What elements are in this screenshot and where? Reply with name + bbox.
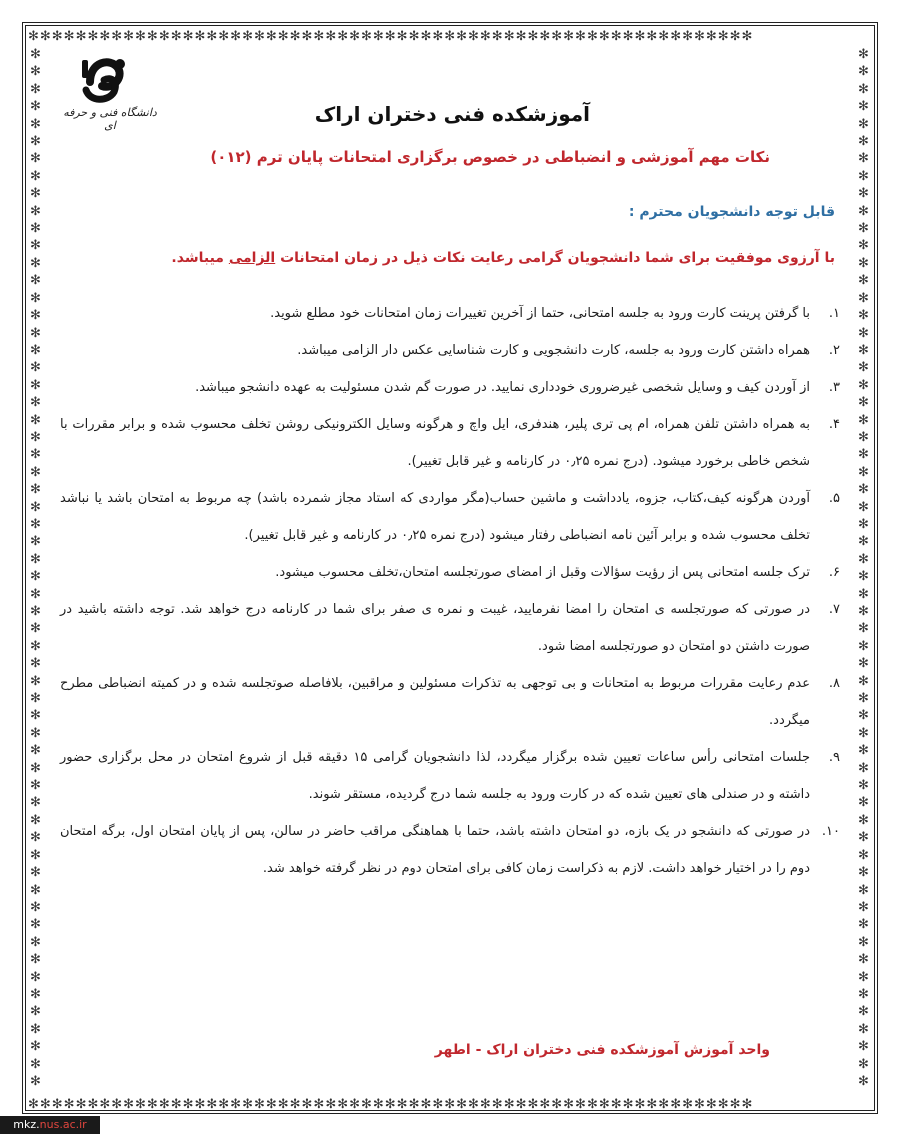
document-body	[60, 40, 840, 1090]
item-text: ترک جلسه امتحانی پس از رؤیت سؤالات وقبل از امضای صورتجلسه امتحان،تخلف محسوب میشود.	[275, 565, 810, 580]
item-text: آوردن هرگونه کیف،کتاب، جزوه، یادداشت و ماشین حساب(مگر مواردی که استاد مجاز شمرده باشد) چه مربوط به امتحان باشد یا نباشد تخلف محسوب شده و برابر آئین نامه انضباطی رفتار میشود (درج نمره ۰٫۲۵ در کارنامه و غیر قابل تغییر).	[60, 491, 810, 543]
item-text: در صورتی که صورتجلسه ی امتحان را امضا نفرمایید، غیبت و نمره ی صفر برای شما در کارنامه درج خواهد شد. توجه داشته باشید در صورت داشتن دو امتحان دو صورتجلسه امضا شود.	[60, 602, 810, 654]
page-subtitle: نکات مهم آموزشی و انضباطی در خصوص برگزاری امتحانات پایان ترم (۰۱۲)	[210, 148, 770, 166]
item-number: ۱.	[828, 306, 840, 321]
list-item	[60, 665, 840, 739]
item-number: ۳.	[828, 380, 840, 395]
item-number: ۲.	[828, 343, 840, 358]
item-text: جلسات امتحانی رأس ساعات تعیین شده برگزار میگردد، لذا دانشجویان گرامی ۱۵ دقیقه قبل از شروع امتحان در محل برگزاری حضور داشته و در صندلی های تعیین شده که در کارت ورود به جلسه شما درج گردیده، مستقر شوند.	[60, 750, 810, 802]
list-item	[60, 739, 840, 813]
intro-text-before: با آرزوی موفقیت برای شما دانشجویان گرامی رعایت نکات ذیل در زمان امتحانات	[275, 250, 835, 266]
list-item	[60, 332, 840, 369]
list-item	[60, 591, 840, 665]
star-border-bottom: ✻✻✻✻✻✻✻✻✻✻✻✻✻✻✻✻✻✻✻✻✻✻✻✻✻✻✻✻✻✻✻✻✻✻✻✻✻✻✻✻✻✻✻✻✻✻✻✻✻✻✻✻✻✻✻✻✻✻✻✻✻	[28, 1098, 754, 1111]
item-text: از آوردن کیف و وسایل شخصی غیرضروری خودداری نمایید. در صورت گم شدن مسئولیت به عهده دانشجو میباشد.	[195, 380, 810, 395]
watermark-prefix: mkz.	[13, 1118, 40, 1131]
attention-heading: قابل توجه دانشجویان محترم :	[628, 204, 835, 220]
signature-line: واحد آموزش آموزشکده فنی دختران اراک - اطهر	[434, 1042, 770, 1058]
intro-text-after: میباشد.	[171, 250, 229, 266]
item-text: عدم رعایت مقررات مربوط به امتحانات و بی توجهی به تذکرات مسئولین و مراقبین، بلافاصله صوتجلسه شده و در کمیته انضباطی مطرح میگردد.	[60, 676, 810, 728]
item-number: ۴.	[828, 417, 840, 432]
page-title: آموزشکده فنی دختران اراک	[314, 102, 590, 126]
item-text: همراه داشتن کارت ورود به جلسه، کارت دانشجویی و کارت شناسایی عکس دار الزامی میباشد.	[297, 343, 810, 358]
university-logo-text: دانشگاه فنی و حرفه ای	[63, 106, 157, 132]
list-item	[60, 406, 840, 480]
university-logo-mark	[60, 52, 160, 108]
item-number: ۵.	[828, 491, 840, 506]
item-number: ۱۰.	[821, 824, 840, 839]
rules-list	[60, 295, 840, 887]
intro-underlined-word: الزامی	[228, 250, 276, 266]
item-number: ۹.	[828, 750, 840, 765]
list-item	[60, 295, 840, 332]
item-text: با گرفتن پرینت کارت ورود به جلسه امتحانی، حتما از آخرین تغییرات زمان امتحانات خود مطلع شوید.	[270, 306, 810, 321]
item-text: در صورتی که دانشجو در یک بازه، دو امتحان داشته باشد، حتما با هماهنگی مراقب حاضر در سالن، پس از پایان امتحان اول، برگه امتحان دوم را در اختیار خواهد داشت. لازم به ذکراست زمان کافی برای امتحان دوم در نظر گرفته خواهد شد.	[60, 824, 810, 876]
item-number: ۶.	[828, 565, 840, 580]
list-item	[60, 369, 840, 406]
star-border-top: ✻✻✻✻✻✻✻✻✻✻✻✻✻✻✻✻✻✻✻✻✻✻✻✻✻✻✻✻✻✻✻✻✻✻✻✻✻✻✻✻✻✻✻✻✻✻✻✻✻✻✻✻✻✻✻✻✻✻✻✻✻	[28, 30, 754, 43]
item-number: ۸.	[828, 676, 840, 691]
list-item	[60, 480, 840, 554]
item-number: ۷.	[828, 602, 840, 617]
star-border-left: ✻✻✻✻✻✻✻✻✻✻✻✻✻✻✻✻✻✻✻✻✻✻✻✻✻✻✻✻✻✻✻✻✻✻✻✻✻✻✻✻✻✻✻✻✻✻✻✻✻✻✻✻✻✻✻✻✻✻✻✻	[30, 47, 41, 1089]
star-border-right: ✻✻✻✻✻✻✻✻✻✻✻✻✻✻✻✻✻✻✻✻✻✻✻✻✻✻✻✻✻✻✻✻✻✻✻✻✻✻✻✻✻✻✻✻✻✻✻✻✻✻✻✻✻✻✻✻✻✻✻✻	[858, 47, 869, 1089]
university-logo	[60, 52, 160, 132]
intro-sentence	[171, 250, 835, 266]
list-item	[60, 813, 840, 887]
source-watermark	[0, 1116, 100, 1134]
watermark-domain: nus.ac.ir	[39, 1118, 87, 1131]
item-text: به همراه داشتن تلفن همراه، ام پی تری پلیر، هندفری، ایل واچ و هرگونه وسایل الکترونیکی روشن تخلف محسوب شده و برابر مقررات با شخص خاطی برخورد میشود. (درج نمره ۰٫۲۵ در کارنامه و غیر قابل تغییر).	[60, 417, 810, 469]
list-item	[60, 554, 840, 591]
